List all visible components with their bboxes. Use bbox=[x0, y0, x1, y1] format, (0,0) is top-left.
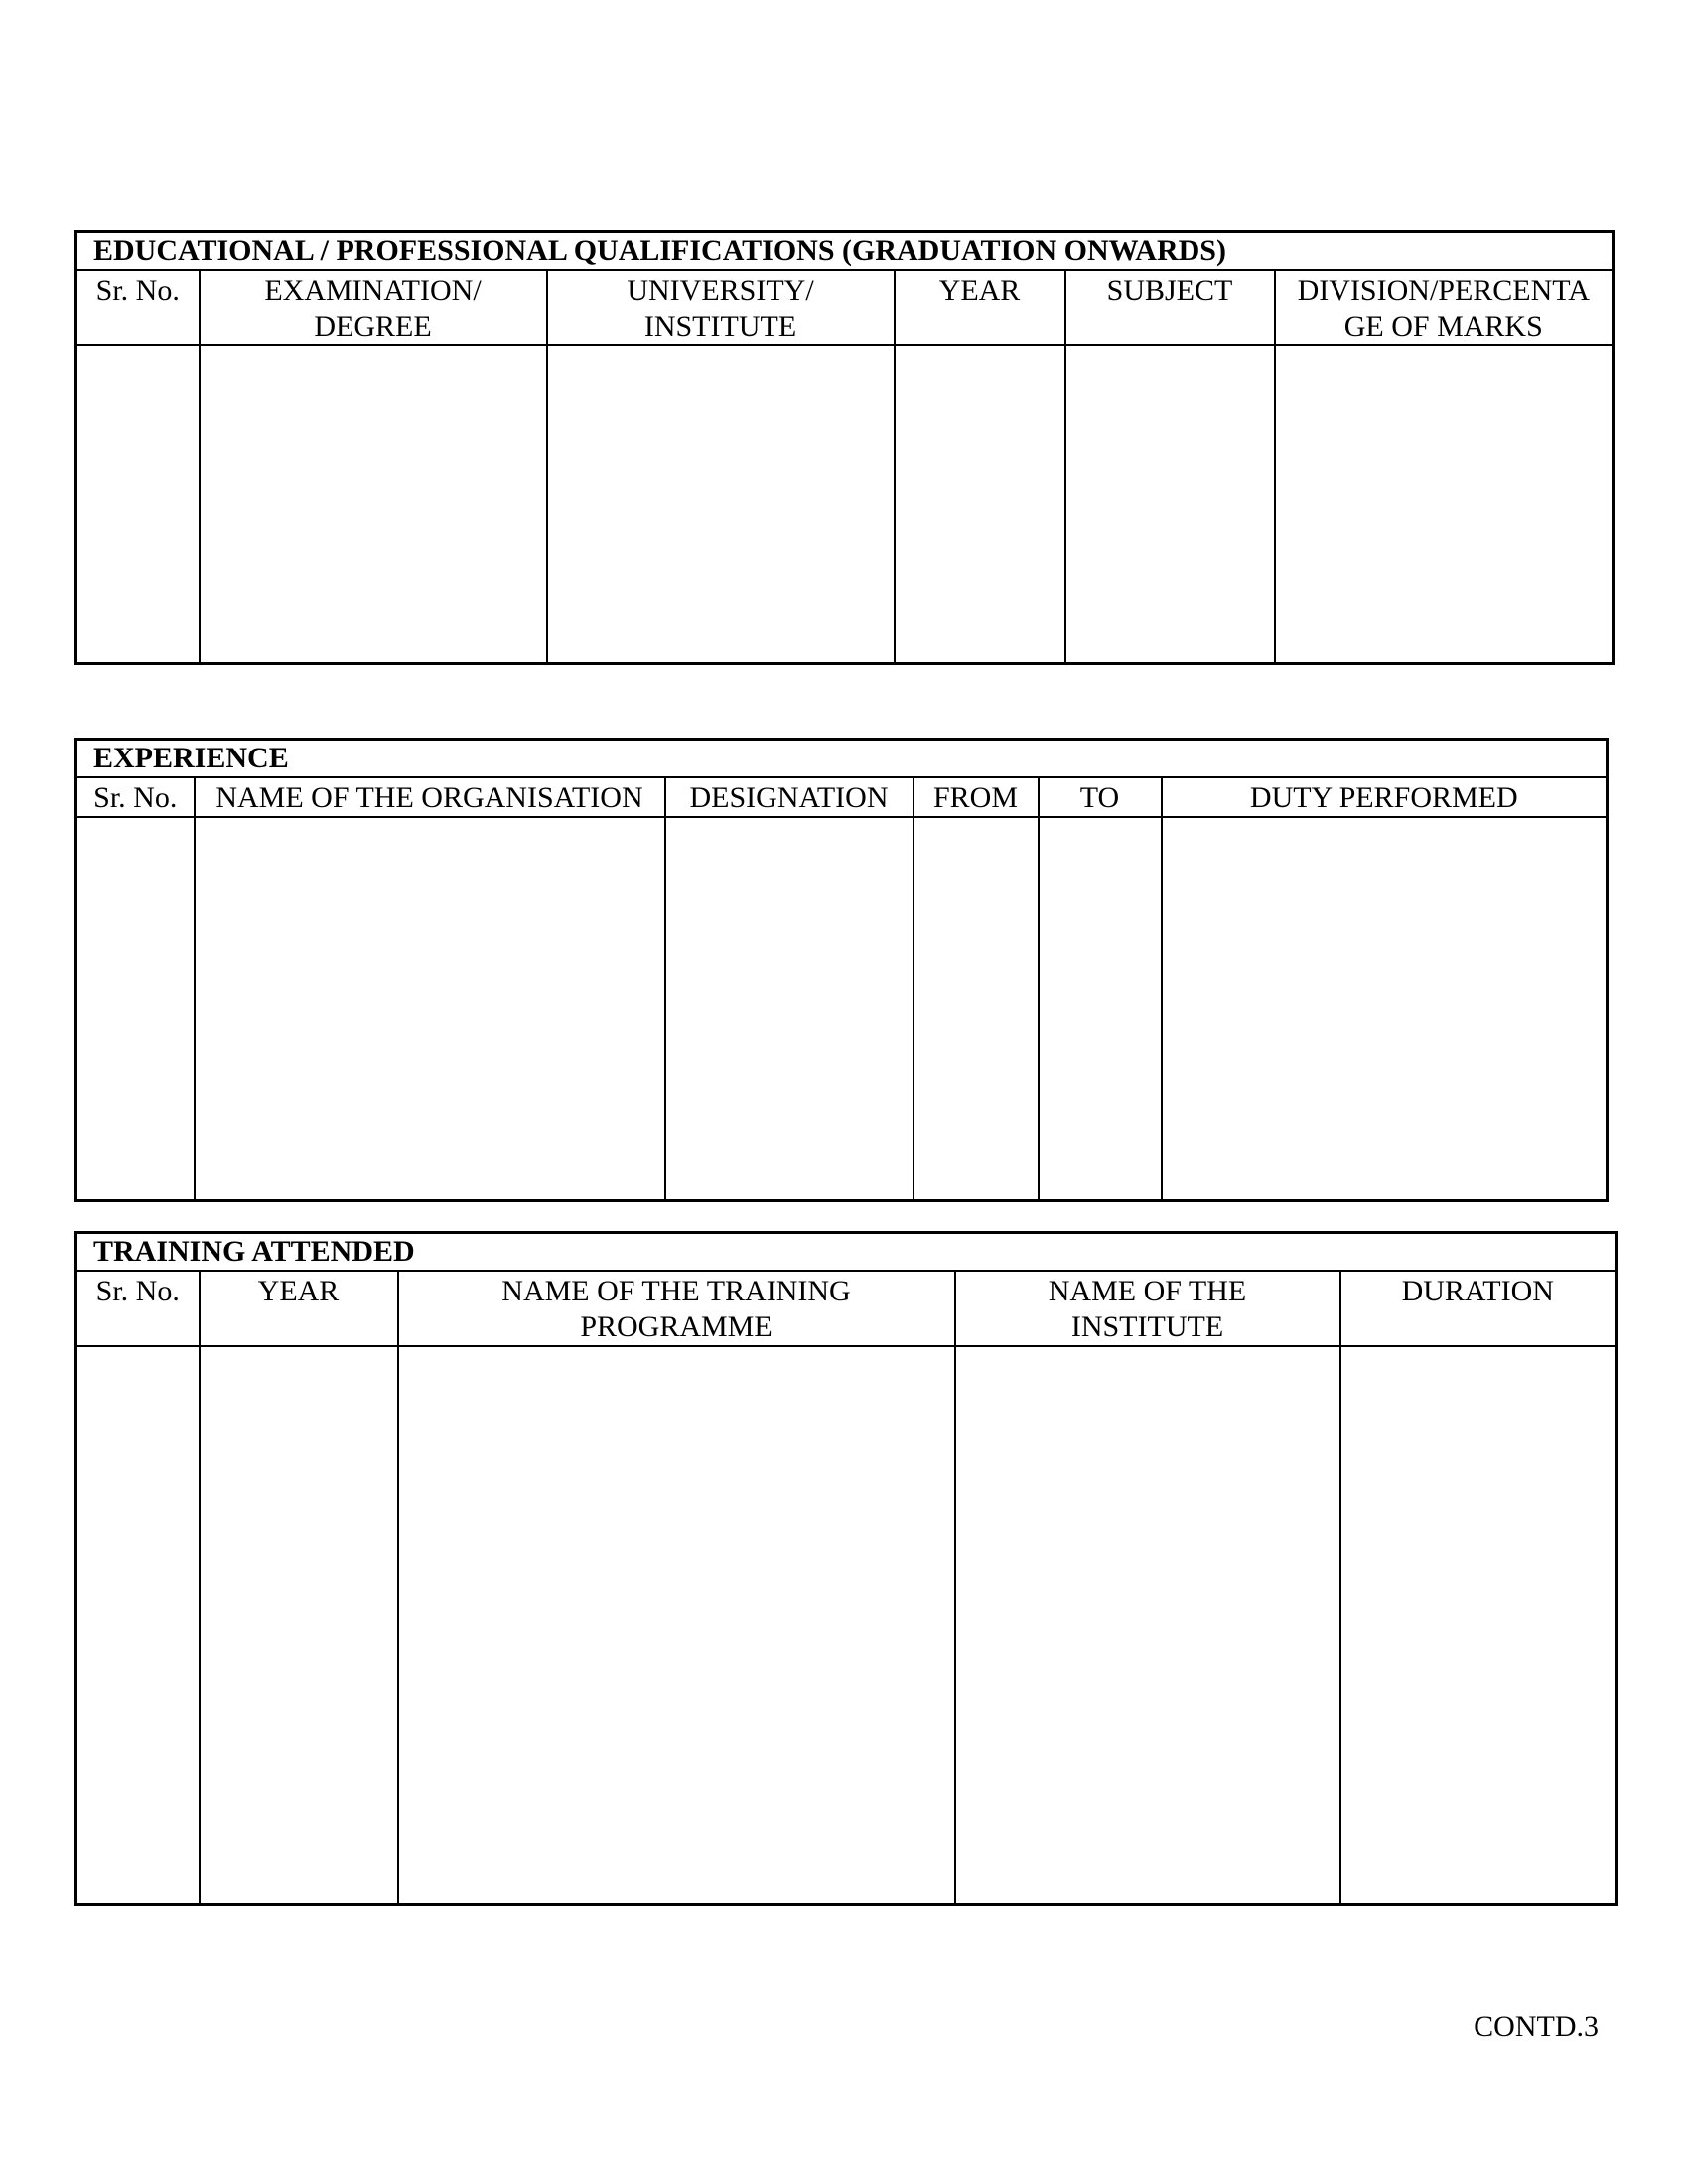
education-entry-year[interactable] bbox=[895, 345, 1065, 663]
experience-col-to: TO bbox=[1039, 777, 1162, 817]
training-section-title: TRAINING ATTENDED bbox=[76, 1233, 1617, 1272]
experience-col-sr-no: Sr. No. bbox=[76, 777, 195, 817]
experience-entry-sr-no[interactable] bbox=[76, 817, 195, 1200]
experience-col-organisation: NAME OF THE ORGANISATION bbox=[195, 777, 665, 817]
experience-section-title: EXPERIENCE bbox=[76, 740, 1608, 778]
experience-table bbox=[74, 738, 1609, 1202]
education-entry-division-percentage[interactable] bbox=[1275, 345, 1614, 663]
training-col-sr-no: Sr. No. bbox=[76, 1271, 200, 1346]
training-table bbox=[74, 1231, 1618, 1906]
training-entry-institute-name[interactable] bbox=[955, 1346, 1340, 1904]
experience-entry-to[interactable] bbox=[1039, 817, 1162, 1200]
education-col-year: YEAR bbox=[895, 270, 1065, 345]
experience-col-from: FROM bbox=[914, 777, 1039, 817]
experience-col-designation: DESIGNATION bbox=[665, 777, 914, 817]
continued-page-marker: CONTD.3 bbox=[1474, 2010, 1599, 2043]
experience-entry-from[interactable] bbox=[914, 817, 1039, 1200]
training-col-programme-name: NAME OF THE TRAINING PROGRAMME bbox=[398, 1271, 955, 1346]
experience-entry-organisation[interactable] bbox=[195, 817, 665, 1200]
education-col-examination-degree: EXAMINATION/ DEGREE bbox=[200, 270, 547, 345]
education-entry-subject[interactable] bbox=[1065, 345, 1275, 663]
training-entry-year[interactable] bbox=[200, 1346, 398, 1904]
education-col-division-percentage: DIVISION/PERCENTA GE OF MARKS bbox=[1275, 270, 1614, 345]
education-col-university-institute: UNIVERSITY/ INSTITUTE bbox=[547, 270, 895, 345]
education-entry-sr-no[interactable] bbox=[76, 345, 200, 663]
experience-entry-designation[interactable] bbox=[665, 817, 914, 1200]
education-col-sr-no: Sr. No. bbox=[76, 270, 200, 345]
training-entry-programme-name[interactable] bbox=[398, 1346, 955, 1904]
education-table bbox=[74, 230, 1615, 665]
training-col-institute-name: NAME OF THE INSTITUTE bbox=[955, 1271, 1340, 1346]
experience-entry-duty-performed[interactable] bbox=[1162, 817, 1608, 1200]
education-entry-university-institute[interactable] bbox=[547, 345, 895, 663]
education-entry-examination-degree[interactable] bbox=[200, 345, 547, 663]
education-col-subject: SUBJECT bbox=[1065, 270, 1275, 345]
training-col-year: YEAR bbox=[200, 1271, 398, 1346]
training-entry-duration[interactable] bbox=[1340, 1346, 1617, 1904]
experience-col-duty-performed: DUTY PERFORMED bbox=[1162, 777, 1608, 817]
training-col-duration: DURATION bbox=[1340, 1271, 1617, 1346]
education-section-title: EDUCATIONAL / PROFESSIONAL QUALIFICATIONS (GRADUATION ONWARDS) bbox=[76, 232, 1614, 271]
training-entry-sr-no[interactable] bbox=[76, 1346, 200, 1904]
